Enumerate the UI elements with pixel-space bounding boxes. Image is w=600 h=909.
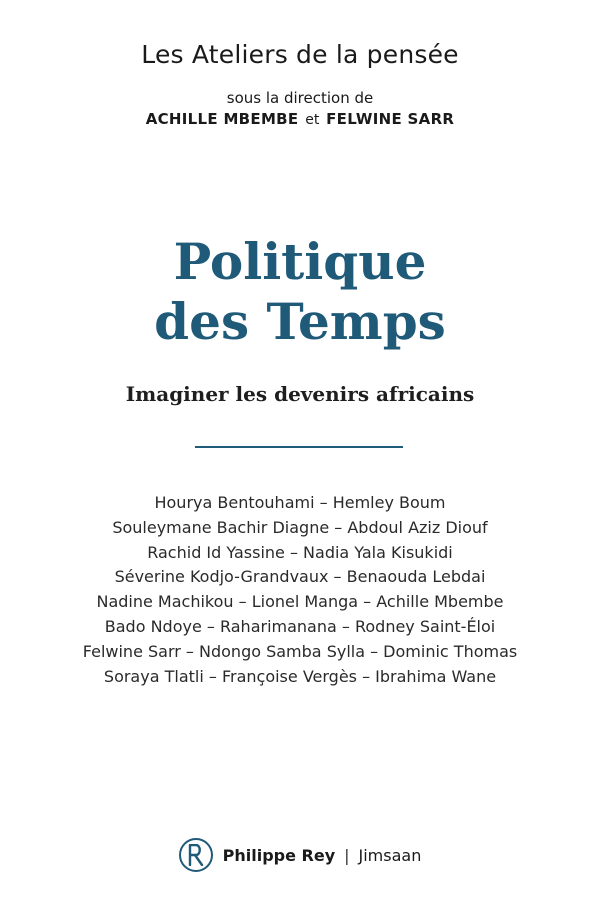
authors-list — [0, 491, 600, 689]
authors-line: Séverine Kodjo-Grandvaux – Benaouda Lebdai — [114, 567, 486, 587]
title-line-1: Politique — [173, 232, 427, 291]
book-subtitle: Imaginer les devenirs africains — [125, 382, 475, 406]
authors-line: Bado Ndoye – Raharimanana – Rodney Saint-Éloi — [104, 616, 496, 636]
authors-line: Souleymane Bachir Diagne – Abdoul Aziz Diouf — [112, 517, 488, 537]
publisher-separator: | — [344, 845, 350, 865]
editor-joiner: et — [305, 112, 320, 128]
authors-line: Hourya Bentouhami – Hemley Boum — [154, 493, 446, 512]
authors-line: Felwine Sarr – Ndongo Samba Sylla – Dominic Thomas — [82, 641, 518, 661]
publisher-name: Philippe Rey — [222, 845, 336, 865]
authors-line: Soraya Tlatli – Françoise Vergès – Ibrahima Wane — [103, 666, 497, 686]
editor-second: FELWINE SARR — [326, 110, 455, 128]
editor-first: ACHILLE MBEMBE — [145, 110, 299, 128]
title-line-2: des Temps — [154, 292, 446, 351]
authors-line: Nadine Machikou – Lionel Manga – Achille Mbembe — [96, 592, 504, 612]
publisher-r-logo-icon — [179, 838, 213, 872]
direction-line: sous la direction de — [226, 89, 374, 107]
publisher-block — [0, 838, 600, 872]
series-title: Les Ateliers de la pensée — [141, 40, 459, 69]
authors-line: Rachid Id Yassine – Nadia Yala Kisukidi — [147, 542, 453, 562]
book-title — [0, 232, 600, 352]
title-divider — [195, 446, 403, 448]
publisher-partner: Jimsaan — [358, 845, 422, 865]
editors-line — [0, 110, 600, 128]
